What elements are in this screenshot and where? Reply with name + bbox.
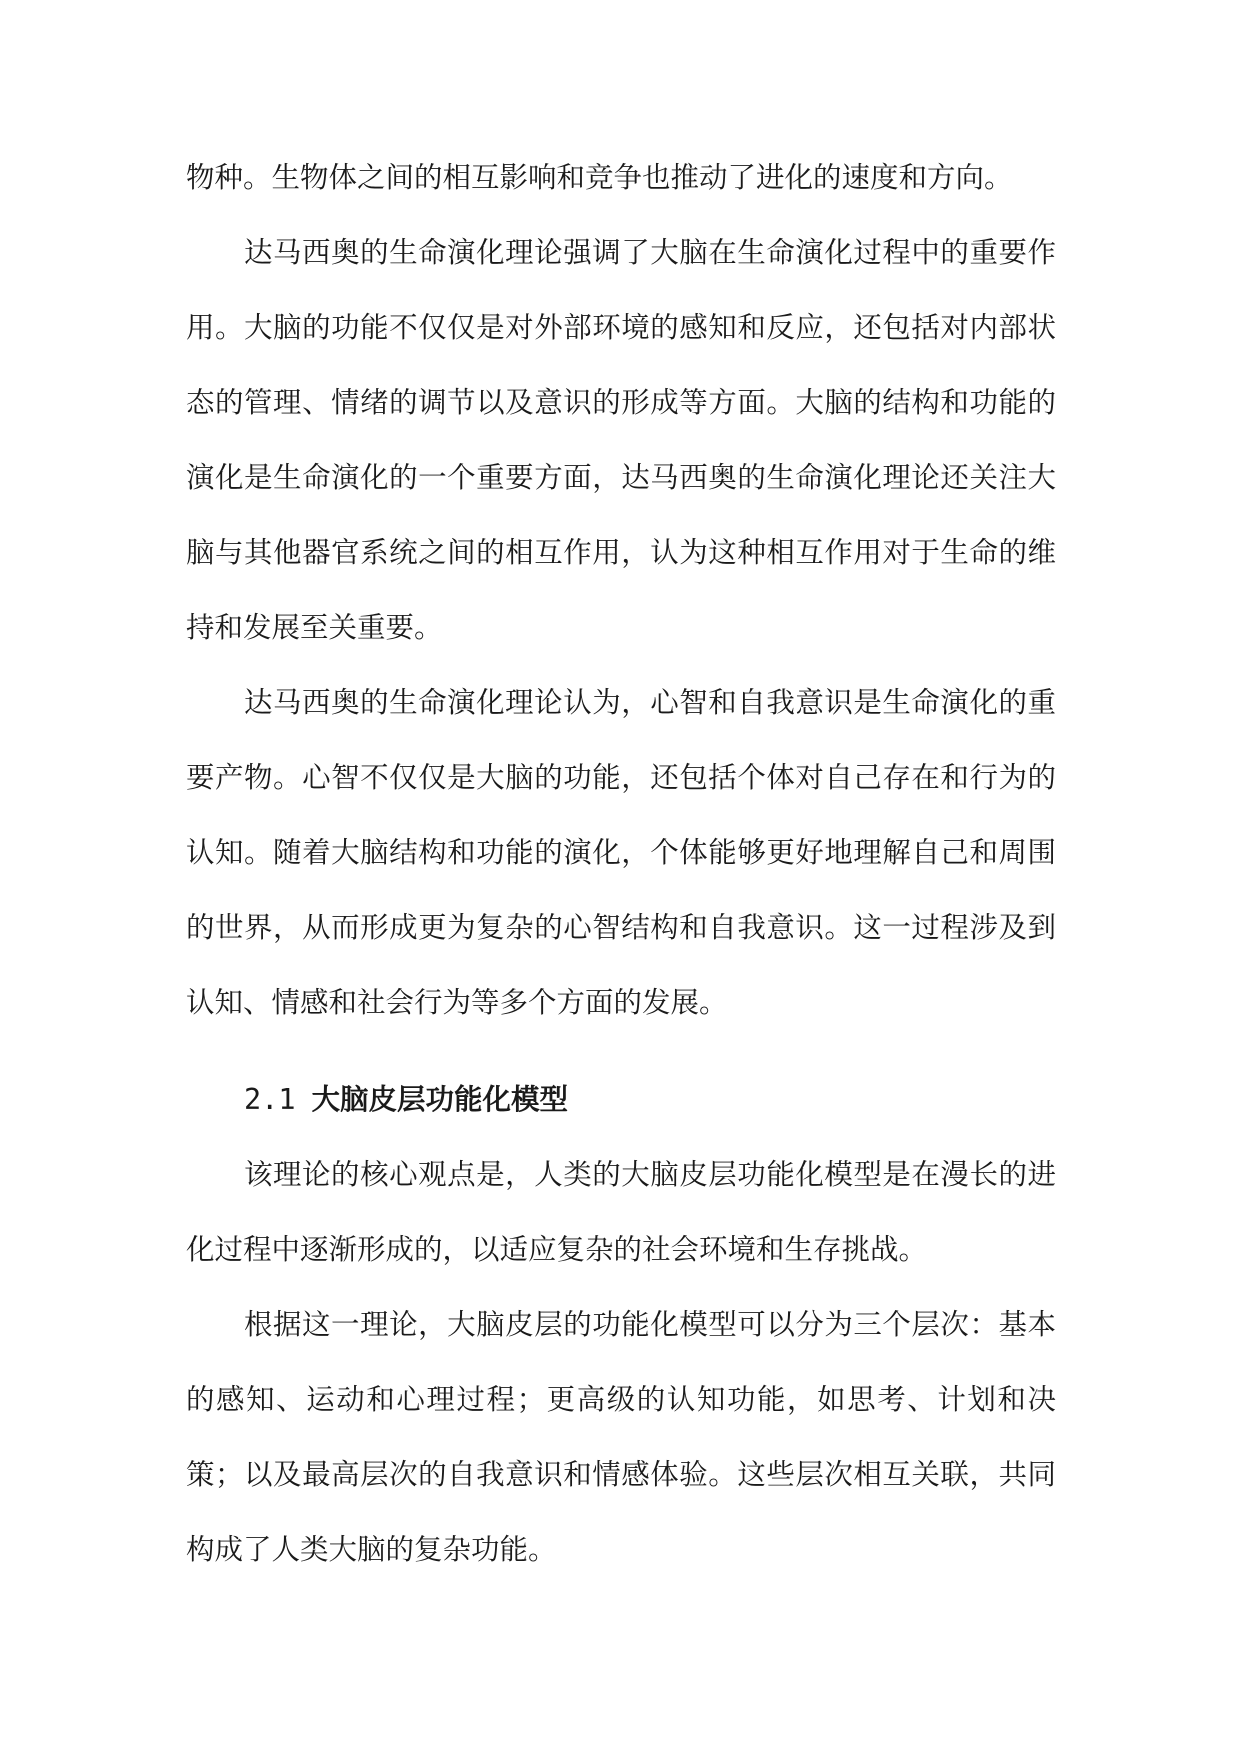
section-title: 大脑皮层功能化模型 (311, 1083, 568, 1116)
paragraph-4: 该理论的核心观点是，人类的大脑皮层功能化模型是在漫长的进化过程中逐渐形成的，以适应复杂的社会环境和生存挑战。 (186, 1158, 1056, 1266)
section-number: 2.1 (244, 1083, 296, 1116)
paragraph-2: 达马西奥的生命演化理论强调了大脑在生命演化过程中的重要作用。大脑的功能不仅仅是对外部环境的感知和反应，还包括对内部状态的管理、情绪的调节以及意识的形成等方面。大脑的结构和功能的演化是生命演化的一个重要方面，达马西奥的生命演化理论还关注大脑与其他器官系统之间的相互作用，认为这种相互作用对于生命的维持和发展至关重要。 (186, 236, 1056, 644)
paragraph-5: 根据这一理论，大脑皮层的功能化模型可以分为三个层次：基本的感知、运动和心理过程；更高级的认知功能，如思考、计划和决策；以及最高层次的自我意识和情感体验。这些层次相互关联，共同构成了人类大脑的复杂功能。 (186, 1308, 1056, 1566)
paragraph-1: 物种。生物体之间的相互影响和竞争也推动了进化的速度和方向。 (186, 161, 1013, 194)
section-heading (186, 1062, 1056, 1137)
paragraph-3: 达马西奥的生命演化理论认为，心智和自我意识是生命演化的重要产物。心智不仅仅是大脑的功能，还包括个体对自己存在和行为的认知。随着大脑结构和功能的演化，个体能够更好地理解自己和周围的世界，从而形成更为复杂的心智结构和自我意识。这一过程涉及到认知、情感和社会行为等多个方面的发展。 (186, 686, 1056, 1019)
page-content (186, 140, 1056, 1587)
